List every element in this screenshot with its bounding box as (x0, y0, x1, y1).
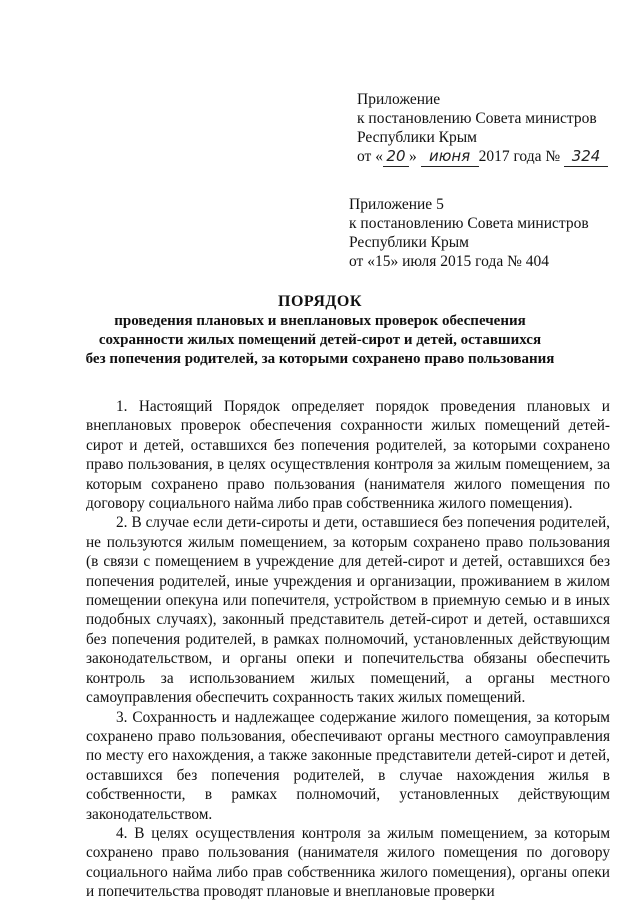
subtitle-line1: проведения плановых и внеплановых проверок обеспечения (114, 313, 526, 329)
appendix-original-line4: от «15» июля 2015 года № 404 (349, 253, 550, 270)
appendix-original (349, 195, 589, 271)
subtitle-line2: сохранности жилых помещений детей-сирот и детей, оставшихся (98, 332, 542, 348)
paragraph-2: 2. В случае если дети-сироты и дети, оставшиеся без попечения родителей, не пользуются жилым помещением, за которым сохранено право пользования (в связи с помещением в учреждение для детей-сирот и детей, оставшихся без попечения родителей, иные учреждения и организации, проживанием в жилом помещении опекуна или попечителя, устройством в приемную семью и в иных подобных случаях), законный представитель детей-сирот и детей, оставшихся без попечения родителей, в рамках полномочий, установленных действующим законодательством, и органы опеки и попечительства обязаны обеспечить контроль за использованием жилых помещений, а органы местного самоуправления обеспечить сохранность таких жилых помещений. (86, 514, 610, 707)
appendix-current-line1: Приложение (357, 91, 441, 108)
appendix-current-line2: к постановлению Совета министров (357, 110, 597, 127)
appendix-original-line2: к постановлению Совета министров (349, 215, 589, 232)
document-title (60, 292, 580, 369)
appendix-original-line3: Республики Крым (349, 234, 469, 251)
title-main: ПОРЯДОК (278, 293, 362, 310)
document-body (86, 397, 610, 902)
handwritten-number: 324 (564, 147, 608, 167)
date-year: 2017 года № (478, 148, 561, 165)
paragraph-1: 1. Настоящий Порядок определяет порядок проведения плановых и внеплановых проверок обеспечения сохранности жилых помещений детей-сирот и детей, оставшихся без попечения родителей, за которыми сохранено право пользования, в целях осуществления контроля за жилым помещением, за которым сохранено право пользования (нанимателя жилого помещения по договору социального найма либо прав собственника жилого помещения). (86, 398, 610, 513)
handwritten-day: 20 (383, 147, 409, 167)
paragraph-3: 3. Сохранность и надлежащее содержание жилого помещения, за которым сохранено право пользования, обеспечивают органы местного самоуправления по месту его нахождения, а также законные представители детей-сирот и детей, оставшихся без попечения родителей, в случае нахождения жилья в собственности, в рамках полномочий, установленных действующим законодательством. (86, 708, 610, 823)
date-prefix: от « (357, 148, 383, 165)
appendix-current-date (357, 147, 608, 167)
appendix-current (357, 90, 608, 167)
date-sep: » (408, 148, 417, 165)
handwritten-month: июня (421, 147, 479, 167)
paragraph-4: 4. В целях осуществления контроля за жилым помещением, за которым сохранено право пользования (нанимателя жилого помещения по договору социального найма либо прав собственника жилого помещения), органы опеки и попечительства проводят плановые и внеплановые проверки (86, 824, 610, 901)
appendix-original-line1: Приложение 5 (349, 196, 444, 213)
appendix-current-line3: Республики Крым (357, 129, 477, 146)
subtitle-line3: без попечения родителей, за которыми сохранено право пользования (85, 351, 555, 367)
title-subtitle (60, 312, 580, 369)
